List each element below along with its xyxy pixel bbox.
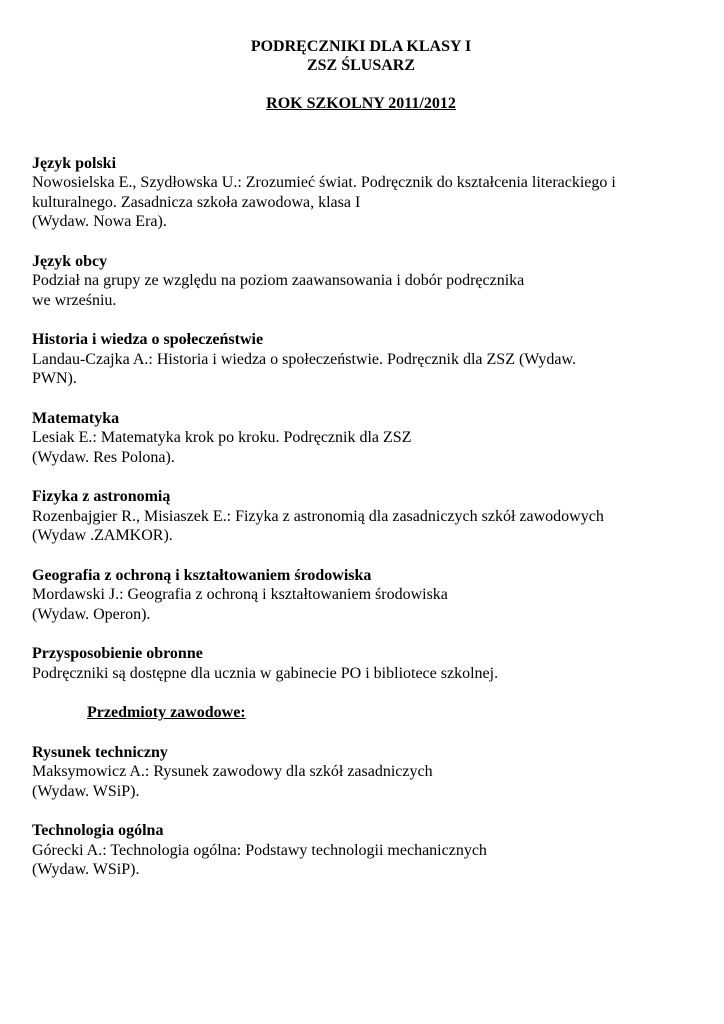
book-line: Górecki A.: Technologia ogólna: Podstawy technologii mechanicznych (32, 841, 487, 859)
subject-section-matematyka (32, 409, 682, 468)
document-subtitle: ZSZ ŚLUSARZ (306, 57, 416, 74)
book-line: (Wydaw. Operon). (32, 605, 151, 623)
subject-heading: Matematyka (32, 409, 120, 427)
book-line: Podział na grupy ze względu na poziom zaawansowania i dobór podręcznika (32, 272, 525, 289)
subject-section-jezyk-obcy (32, 252, 682, 311)
subject-heading: Geografia z ochroną i kształtowaniem środowiska (32, 566, 372, 584)
subject-heading: Historia i wiedza o społeczeństwie (32, 331, 264, 348)
subject-section-fizyka (32, 487, 682, 546)
document-header (40, 37, 682, 114)
subject-section-rysunek (32, 743, 682, 802)
book-line: (Wydaw .ZAMKOR). (32, 527, 173, 544)
book-line: Lesiak E.: Matematyka krok po kroku. Podręcznik dla ZSZ (32, 429, 412, 446)
book-line: Landau-Czajka A.: Historia i wiedza o społeczeństwie. Podręcznik dla ZSZ (Wydaw. (32, 350, 577, 368)
subject-section-historia (32, 330, 682, 389)
document-body (32, 37, 682, 880)
book-line: PWN). (32, 370, 77, 387)
book-line: Maksymowicz A.: Rysunek zawodowy dla szkół zasadniczych (32, 763, 433, 780)
subject-heading: Język polski (32, 154, 117, 172)
subject-section-geografia (32, 566, 682, 625)
book-line: we wrześniu. (32, 291, 117, 309)
subject-heading: Technologia ogólna (32, 822, 164, 839)
document-title: PODRĘCZNIKI DLA KLASY I (250, 38, 472, 55)
book-line: Podręczniki są dostępne dla ucznia w gabinecie PO i bibliotece szkolnej. (32, 664, 499, 682)
school-year-heading: ROK SZKOLNY 2011/2012 (266, 95, 456, 112)
subject-heading: Przysposobienie obronne (32, 645, 203, 662)
vocational-subjects-heading: Przedmioty zawodowe: (87, 704, 246, 721)
book-line: kulturalnego. Zasadnicza szkoła zawodowa, klasa I (32, 193, 361, 211)
book-line: (Wydaw. WSiP). (32, 782, 140, 800)
book-line: (Wydaw. Res Polona). (32, 448, 175, 466)
subject-section-przysposobienie (32, 644, 682, 683)
book-line: (Wydaw. Nowa Era). (32, 213, 167, 230)
subject-section-technologia (32, 821, 682, 880)
subject-heading: Fizyka z astronomią (32, 488, 171, 505)
book-line: Nowosielska E., Szydłowska U.: Zrozumieć świat. Podręcznik do kształcenia literackiego i (32, 174, 616, 191)
book-line: Rozenbajgier R., Misiaszek E.: Fizyka z astronomią dla zasadniczych szkół zawodowych (32, 507, 604, 525)
subject-heading: Rysunek techniczny (32, 743, 168, 761)
subject-heading: Język obcy (32, 252, 108, 270)
book-line: Mordawski J.: Geografia z ochroną i kształtowaniem środowiska (32, 586, 448, 603)
subject-section-jezyk-polski (32, 154, 682, 232)
book-line: (Wydaw. WSiP). (32, 861, 140, 878)
